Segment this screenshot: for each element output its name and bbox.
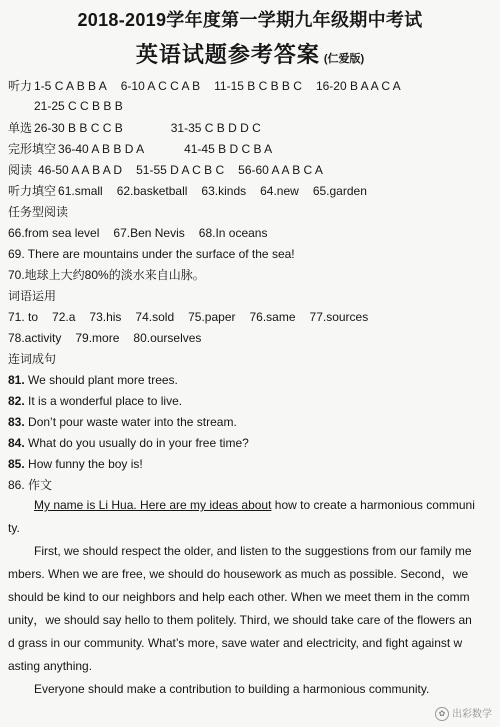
answer-group: 36-40 A B B D A — [58, 142, 145, 156]
answer-item: 80.ourselves — [133, 331, 202, 345]
question-number: 83. — [8, 415, 25, 429]
essay-line: should be kind to our neighbors and help each other. When we meet them in the comm — [8, 590, 470, 604]
essay-paragraph-2 — [8, 540, 490, 678]
answer-83 — [8, 414, 237, 430]
essay-label: 86. 作文 — [8, 478, 53, 492]
answer-item: 76.same — [249, 310, 296, 324]
task-reading-row — [8, 225, 267, 241]
answer-item: 67.Ben Nevis — [113, 226, 185, 240]
answer-group: 26-30 B B C C B — [34, 121, 123, 135]
answer-text: Don’t pour waste water into the stream. — [24, 415, 237, 429]
listening-row-2 — [34, 98, 123, 114]
answer-85 — [8, 456, 143, 472]
answer-item: 72.a — [52, 310, 76, 324]
answer-item: 64.new — [260, 184, 299, 198]
essay-intro-underlined: My name is Li Hua. Here are my ideas about — [34, 498, 272, 512]
essay-line: First, we should respect the older, and listen to the suggestions from our family me — [34, 544, 472, 558]
answer-group: 46-50 A A B A D — [38, 163, 123, 177]
answer-group: 31-35 C B D D C — [170, 121, 261, 135]
answer-item: 66.from sea level — [8, 226, 100, 240]
answer-item: 78.activity — [8, 331, 62, 345]
answer-item: 75.paper — [188, 310, 236, 324]
question-number: 82. — [8, 394, 25, 408]
answer-item: 63.kinds — [201, 184, 247, 198]
answer-82 — [8, 393, 182, 409]
essay-line: d grass in our community. What’s more, save water and electricity, and fight against w — [8, 636, 463, 650]
answer-key-heading: 英语试题参考答案 — [135, 42, 320, 67]
essay-line: asting anything. — [8, 659, 93, 673]
answer-81 — [8, 372, 178, 388]
answer-group: 16-20 B A A C A — [315, 79, 401, 93]
task-reading-label: 任务型阅读 — [8, 205, 69, 219]
question-number: 81. — [8, 373, 25, 387]
watermark — [435, 705, 492, 721]
answer-group: 6-10 A C C A B — [120, 79, 201, 93]
answer-84 — [8, 435, 249, 451]
word-use-row-1 — [8, 309, 368, 325]
cloze-label: 完形填空 — [8, 142, 57, 156]
answer-group: 1-5 C A B B A — [34, 79, 107, 93]
answer-text: We should plant more trees. — [24, 373, 178, 387]
answer-item: 73.his — [89, 310, 122, 324]
exam-title: 2018-2019学年度第一学期九年级期中考试 — [77, 10, 423, 30]
watermark-text: 出彩数学 — [452, 708, 492, 720]
essay-line: mbers. When we are free, we should do housework as much as possible. Second，we — [8, 567, 469, 581]
essay-intro-rest: how to create a harmonious communi — [271, 498, 475, 512]
edition-label: (仁爱版) — [323, 53, 365, 65]
answer-text: How funny the boy is! — [24, 457, 143, 471]
listening-fill-label: 听力填空 — [8, 184, 57, 198]
answer-text: It is a wonderful place to live. — [24, 394, 183, 408]
essay-line: Everyone should make a contribution to building a harmonious community. — [34, 682, 430, 696]
question-number: 84. — [8, 436, 25, 450]
cloze-row — [8, 141, 272, 157]
word-use-row-2 — [8, 330, 201, 346]
listening-row — [8, 78, 401, 94]
essay-paragraph-3 — [8, 678, 490, 701]
answer-70: 70.地球上大约80%的淡水来自山脉。 — [8, 268, 205, 282]
answer-item: 65.garden — [312, 184, 367, 198]
essay-intro — [8, 494, 490, 540]
single-choice-label: 单选 — [8, 121, 33, 135]
answer-key-title — [0, 38, 500, 69]
listening-fill-row — [8, 183, 367, 199]
answer-item: 77.sources — [309, 310, 369, 324]
answer-69: 69. There are mountains under the surface of the sea! — [8, 247, 295, 261]
essay-line: unity，we should say hello to them politely. Third, we should take care of the flowers an — [8, 613, 472, 627]
sentences-label: 连词成句 — [8, 352, 57, 366]
word-use-label: 词语运用 — [8, 289, 57, 303]
answer-item: 68.In oceans — [198, 226, 268, 240]
reading-row — [8, 162, 323, 178]
answer-item: 71. to — [8, 310, 39, 324]
reading-label: 阅读 — [8, 163, 33, 177]
answer-group: 51-55 D A C B C — [136, 163, 225, 177]
answer-group: 21-25 C C B B B — [34, 99, 123, 113]
single-choice-row — [8, 120, 261, 136]
question-number: 85. — [8, 457, 25, 471]
answer-text: What do you usually do in your free time? — [24, 436, 249, 450]
essay-intro-wrap: ty. — [8, 521, 20, 535]
answer-group: 11-15 B C B B C — [214, 79, 302, 93]
wechat-icon: ✿ — [435, 707, 449, 721]
answer-item: 62.basketball — [116, 184, 188, 198]
answer-item: 61.small — [58, 184, 103, 198]
answer-group: 41-45 B D C B A — [184, 142, 273, 156]
listening-label: 听力 — [8, 79, 33, 93]
answer-item: 74.sold — [135, 310, 175, 324]
answer-item: 79.more — [75, 331, 120, 345]
answer-group: 56-60 A A B C A — [238, 163, 323, 177]
